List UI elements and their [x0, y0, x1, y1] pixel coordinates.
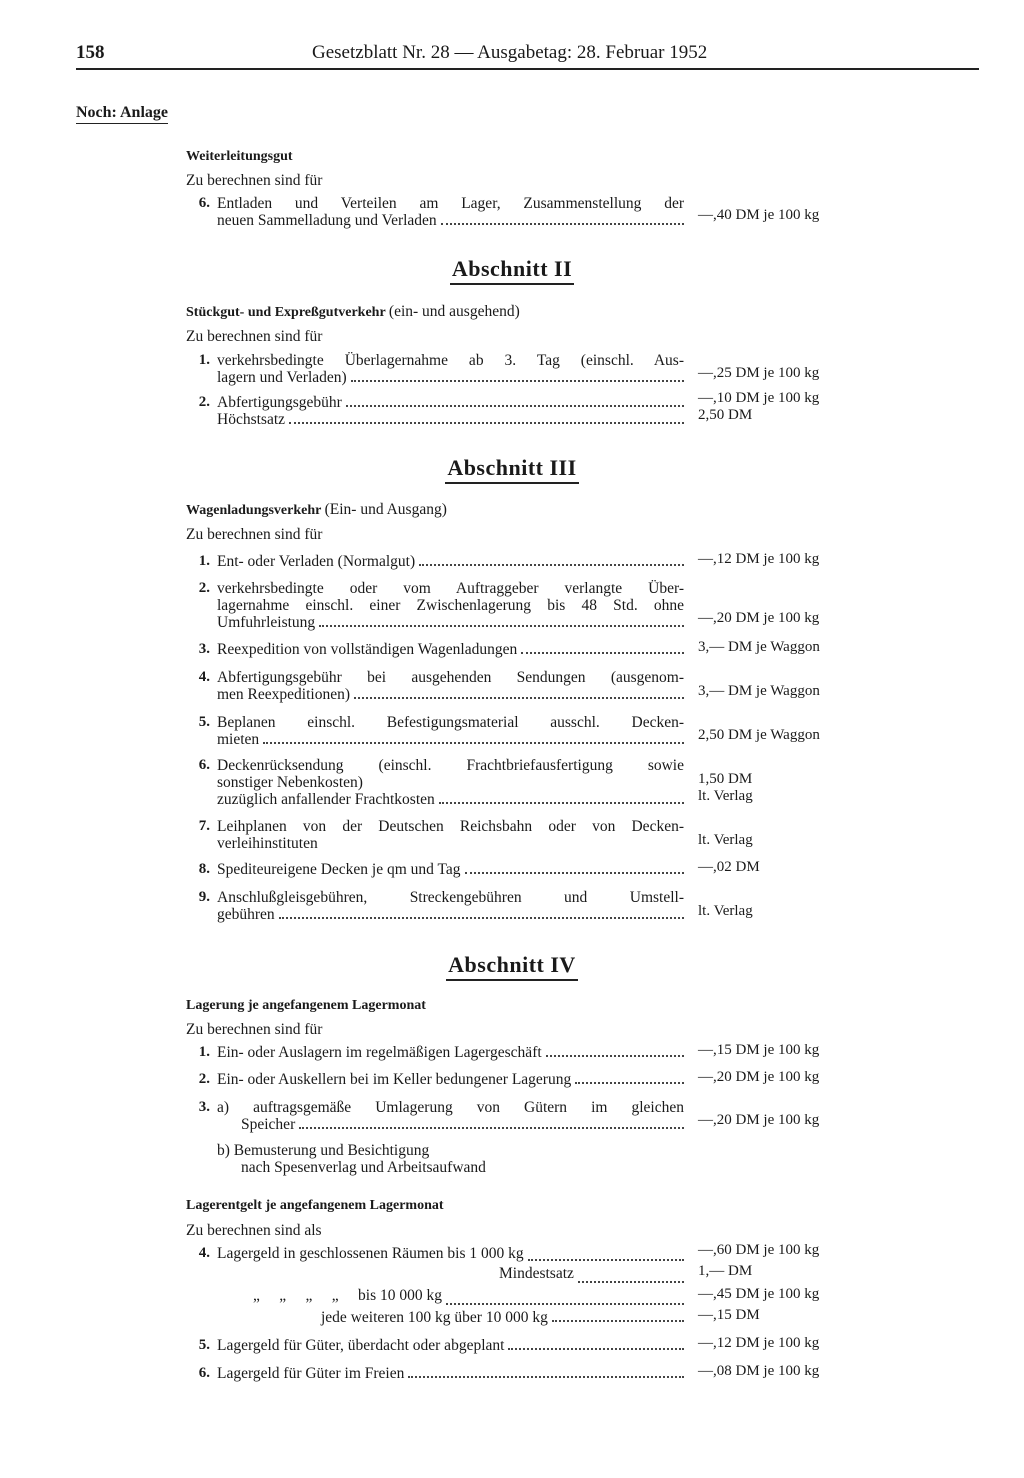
item-price: 3,— DM je Waggon [698, 639, 820, 655]
dot-leader [578, 1265, 684, 1283]
s3-intro: Zu berechnen sind für [186, 526, 323, 543]
item-line: lagern und Verladen) [217, 369, 347, 386]
item-line: Lagergeld für Güter im Freien [217, 1365, 405, 1382]
s2-heading [186, 303, 520, 321]
dot-leader [552, 1309, 684, 1322]
dot-leader [465, 861, 684, 874]
item-price: —,20 DM je 100 kg [698, 1069, 820, 1085]
item-line: lagernahme einschl. einer Zwischenlagerung bis 48 Std. ohne [217, 597, 684, 614]
item-number: 3. [198, 641, 210, 657]
dot-leader [575, 1071, 684, 1084]
dot-leader [419, 553, 684, 566]
item-number: 1. [198, 553, 210, 569]
item-line: Leihplanen von der Deutschen Reichsbahn oder von Decken- [217, 818, 684, 835]
page-number: 158 [76, 42, 105, 63]
item-line: b) Bemusterung und Besichtigung [217, 1142, 430, 1159]
page-header [76, 40, 979, 70]
item-price: —,08 DM je 100 kg [698, 1363, 820, 1379]
s2-heading-suffix: (ein- und ausgehend) [388, 303, 520, 320]
item-number: 9. [198, 889, 210, 905]
item-price: 3,— DM je Waggon [698, 683, 820, 699]
dot-leader [319, 614, 684, 627]
dot-leader [299, 1116, 684, 1129]
s4-heading: Lagerung je angefangenem Lagermonat [186, 998, 426, 1013]
section-title-2 [0, 256, 1024, 282]
item-line: neuen Sammelladung und Verladen [217, 212, 437, 229]
item-line: Lagergeld in geschlossenen Räumen bis 1 000 kg [217, 1245, 524, 1262]
item-price-2: lt. Verlag [698, 788, 753, 804]
weiter-heading: Weiterleitungsgut [186, 149, 293, 164]
s2-intro: Zu berechnen sind für [186, 328, 323, 345]
dot-leader [354, 686, 684, 699]
section-title-text: Abschnitt II [450, 256, 574, 285]
item-line: gebühren [217, 906, 275, 923]
dot-leader [346, 394, 684, 407]
s2-heading-text: Stückgut- und Expreßgutverkehr [186, 305, 386, 320]
item-price: 1,50 DM [698, 771, 753, 787]
section-title-4 [0, 952, 1024, 978]
item-price-2: 2,50 DM [698, 407, 753, 423]
item-price: —,60 DM je 100 kg [698, 1242, 820, 1258]
item-line: Abfertigungsgebühr [217, 394, 342, 411]
item-line: verkehrsbedingte Überlagernahme ab 3. Tag (einschl. Aus- [217, 352, 684, 369]
item-line: „ „ „ „ bis 10 000 kg [253, 1287, 442, 1304]
item-number: 1. [198, 1044, 210, 1060]
item-price: —,40 DM je 100 kg [698, 207, 820, 223]
dot-leader [528, 1245, 684, 1261]
item-price: 1,— DM [698, 1263, 753, 1279]
item-number: 6. [198, 195, 210, 211]
item-price: —,20 DM je 100 kg [698, 610, 820, 626]
dot-leader [408, 1365, 684, 1378]
section-title-text: Abschnitt III [445, 455, 578, 484]
dot-leader [439, 791, 684, 804]
item-number: 7. [198, 818, 210, 834]
item-line: Anschlußgleisgebühren, Streckengebühren und Umstell- [217, 889, 684, 906]
item-price: —,15 DM [698, 1307, 760, 1323]
item-price: —,25 DM je 100 kg [698, 365, 820, 381]
item-line: Mindestsatz [499, 1265, 574, 1282]
item-number: 6. [198, 1365, 210, 1381]
item-line: Spediteureigene Decken je qm und Tag [217, 861, 461, 878]
running-label: Noch: Anlage [76, 104, 168, 124]
item-line: Beplanen einschl. Befestigungsmaterial ausschl. Decken- [217, 714, 684, 731]
item-price: lt. Verlag [698, 903, 753, 919]
item-number: 8. [198, 861, 210, 877]
item-price: —,15 DM je 100 kg [698, 1042, 820, 1058]
item-number: 3. [198, 1099, 210, 1115]
item-line: Speicher [241, 1116, 296, 1133]
item-number: 4. [198, 1245, 210, 1261]
s3-heading-text: Wagenladungsverkehr [186, 503, 322, 518]
item-line: jede weiteren 100 kg über 10 000 kg [321, 1309, 548, 1326]
item-price: —,20 DM je 100 kg [698, 1112, 820, 1128]
dot-leader [446, 1287, 684, 1305]
item-line: Ent- oder Verladen (Normalgut) [217, 553, 416, 570]
item-price: —,02 DM [698, 859, 760, 875]
s4-heading-2: Lagerentgelt je angefangenem Lagermonat [186, 1198, 444, 1213]
item-line: Entladen und Verteilen am Lager, Zusammenstellung der [217, 195, 684, 212]
item-line: nach Spesenverlag und Arbeitsaufwand [241, 1159, 486, 1176]
item-line: zuzüglich anfallender Frachtkosten [217, 791, 435, 808]
dot-leader [546, 1044, 684, 1057]
item-line: Ein- oder Auslagern im regelmäßigen Lagergeschäft [217, 1044, 542, 1061]
item-price: —,10 DM je 100 kg [698, 390, 820, 406]
item-line: Höchstsatz [217, 411, 286, 428]
item-line: verkehrsbedingte oder vom Auftraggeber verlangte Über- [217, 580, 684, 597]
item-price: —,45 DM je 100 kg [698, 1286, 820, 1302]
item-line: Lagergeld für Güter, überdacht oder abgeplant [217, 1337, 505, 1354]
item-line: mieten [217, 731, 260, 748]
dot-leader [441, 212, 684, 225]
section-title-text: Abschnitt IV [446, 952, 578, 981]
item-price: —,12 DM je 100 kg [698, 551, 820, 567]
item-number: 5. [198, 1337, 210, 1353]
dot-leader [263, 731, 684, 744]
s3-heading-suffix: (Ein- und Ausgang) [324, 501, 447, 518]
item-line: Umfuhrleistung [217, 614, 316, 631]
header-title: Gesetzblatt Nr. 28 — Ausgabetag: 28. Februar 1952 [312, 42, 708, 63]
item-line: sonstiger Nebenkosten) [217, 774, 363, 791]
item-number: 6. [198, 757, 210, 773]
dot-leader [521, 641, 684, 654]
item-line: men Reexpeditionen) [217, 686, 350, 703]
dot-leader [279, 906, 684, 919]
item-line: Reexpedition von vollständigen Wagenladungen [217, 641, 518, 658]
item-number: 4. [198, 669, 210, 685]
item-number: 5. [198, 714, 210, 730]
dot-leader [508, 1337, 684, 1350]
section-title-3 [0, 455, 1024, 481]
item-line: Ein- oder Auskellern bei im Keller bedungener Lagerung [217, 1071, 572, 1088]
dot-leader [289, 411, 684, 424]
item-line: Deckenrücksendung (einschl. Frachtbriefausfertigung sowie [217, 757, 684, 774]
s4-intro: Zu berechnen sind für [186, 1021, 323, 1038]
dot-leader [351, 369, 684, 382]
item-number: 2. [198, 394, 210, 410]
item-price: —,12 DM je 100 kg [698, 1335, 820, 1351]
item-price: 2,50 DM je Waggon [698, 727, 820, 743]
item-number: 2. [198, 1071, 210, 1087]
weiter-intro: Zu berechnen sind für [186, 172, 323, 189]
item-number: 1. [198, 352, 210, 368]
item-number: 2. [198, 580, 210, 596]
item-line: Abfertigungsgebühr bei ausgehenden Sendungen (ausgenom- [217, 669, 684, 686]
item-price: lt. Verlag [698, 832, 753, 848]
item-line: a) auftragsgemäße Umlagerung von Gütern im gleichen [217, 1099, 684, 1116]
item-line: verleihinstituten [217, 835, 318, 852]
s4-intro-2: Zu berechnen sind als [186, 1222, 322, 1239]
s3-heading [186, 501, 447, 519]
